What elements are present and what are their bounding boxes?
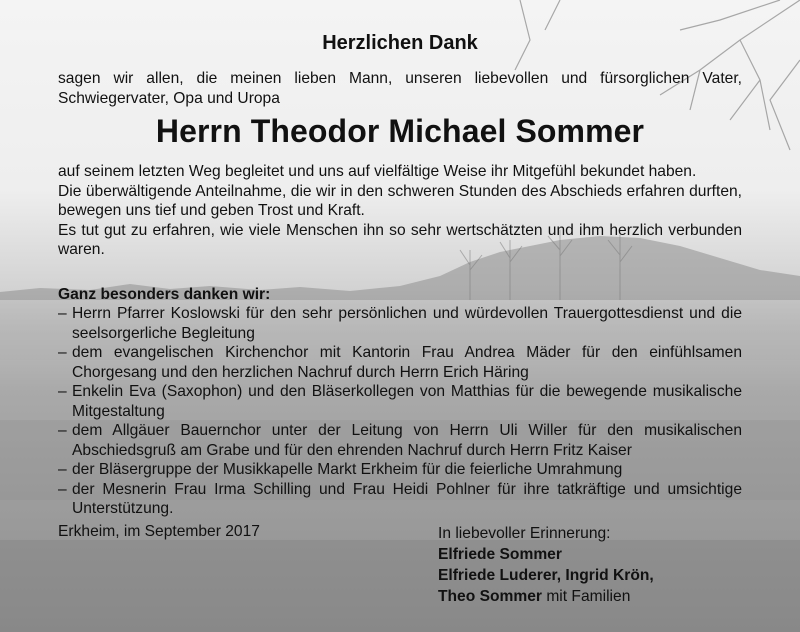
body-text — [58, 162, 742, 260]
deceased-name: Herrn Theodor Michael Sommer — [155, 113, 645, 149]
list-item: – der Bläsergruppe der Musikkapelle Markt Erkheim für die feierliche Umrahmung — [58, 461, 623, 478]
intro-text: sagen wir allen, die meinen lieben Mann, unseren liebevollen und fürsorglichen Vater, Schwiegervater, Opa und Uropa — [58, 70, 742, 107]
body-paragraph: Die überwältigende Anteilnahme, die wir in den schweren Stunden des Abschieds erfahren durften, bewegen uns tief und geben Trost und Kraft. — [58, 182, 742, 219]
signature-line: Theo Sommer mit Familien — [438, 588, 631, 605]
dash-bullet: – — [58, 480, 67, 498]
special-thanks-list — [58, 304, 742, 519]
dash-bullet: – — [58, 422, 67, 439]
dash-bullet: – — [58, 461, 67, 478]
place-date: Erkheim, im September 2017 — [58, 523, 260, 540]
dash-bullet: – — [58, 344, 67, 361]
signature-line: Elfriede Sommer — [438, 546, 562, 563]
special-thanks-title: Ganz besonders danken wir: — [58, 286, 271, 303]
list-item: – dem evangelischen Kirchenchor mit Kantorin Frau Andrea Mäder für den einfühlsamen Chorgesang und den herzlichen Nachruf durch Herrn Erich Häring — [58, 344, 742, 381]
body-paragraph: Es tut gut zu erfahren, wie viele Menschen ihn so sehr wertschätzten und ihm herzlich verbunden waren. — [58, 221, 742, 258]
thanks-heading: Herzlichen Dank — [322, 32, 478, 54]
list-item: – der Mesnerin Frau Irma Schilling und Frau Heidi Pohlner für ihre tatkräftige und umsichtige Unterstützung. — [58, 480, 742, 517]
dash-bullet: – — [58, 383, 67, 400]
body-paragraph: auf seinem letzten Weg begleitet und uns auf vielfältige Weise ihr Mitgefühl bekundet haben. — [58, 163, 697, 180]
signature-line: Elfriede Luderer, Ingrid Krön, — [438, 567, 654, 584]
dash-bullet: – — [58, 305, 67, 322]
list-item: – Enkelin Eva (Saxophon) und den Bläserkollegen von Matthias für die bewegende musikalische Mitgestaltung — [58, 383, 742, 420]
signature-intro: In liebevoller Erinnerung: — [438, 525, 611, 542]
list-item: – Herrn Pfarrer Koslowski für den sehr persönlichen und würdevollen Trauergottesdienst und die seelsorgerliche Begleitung — [58, 305, 742, 342]
list-item: – dem Allgäuer Bauernchor unter der Leitung von Herrn Uli Willer für den musikalischen Abschiedsgruß am Grabe und für den ehrenden Nachruf durch Herrn Fritz Kaiser — [58, 422, 742, 459]
signature-block — [438, 523, 654, 607]
